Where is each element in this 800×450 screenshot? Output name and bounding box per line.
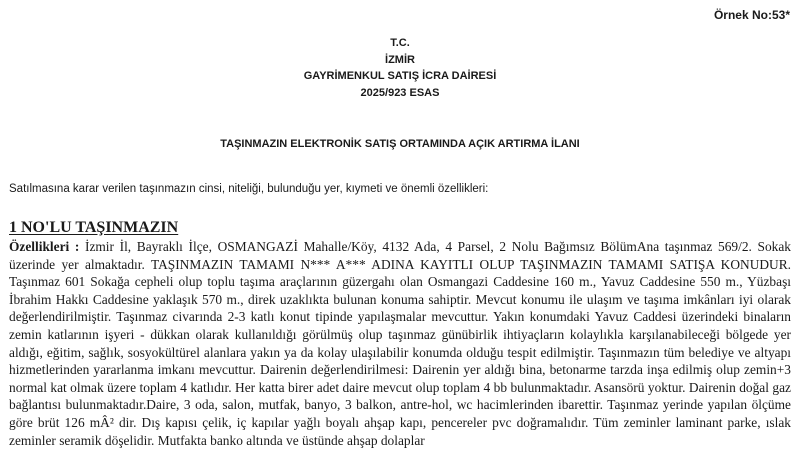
features-label: Özellikleri :: [9, 239, 80, 254]
sample-number: Örnek No:53*: [713, 8, 790, 22]
header-case-number: 2025/923 ESAS: [360, 86, 440, 99]
features-text: İzmir İl, Bayraklı İlçe, OSMANGAZİ Mahalle/Köy, 4132 Ada, 4 Parsel, 2 Nolu Bağımsız BölümAna taşınmaz 569/2. Sokak üzerinde yer almaktadır. TAŞINMAZIN TAMAMI N*** A*** ADINA KAYITLI OLUP TAŞINMAZIN TAMAMI SATIŞA KONUDUR. Taşınmaz 601 Sokağa cepheli olup toplu taşıma araçlarının güzergahı olan Osmangazi Caddesine 160 m., Yavuz Caddesine 550 m., Yüzbaşı İbrahim Hakkı Caddesine yaklaşık 570 m., direk uzaklıkta bulunan konuma sahiptir. Mevcut konumu ile ulaşım ve taşıma imkânları iyi olarak değerlendirilmiştir. Taşınmaz civarında 2-3 katlı konut tipinde yapılaşmalar mevcuttur. Yakın konumdaki Yavuz Caddesi üzerindeki binaların zemin katlarının işyeri - dükkan olarak kullanıldığı görülmüş olup taşınmaz günübirlik ihtiyaçların kolaylıkla karşılanabileceği bölgede yer aldığı, eğitim, sağlık, sosyokültürel alanlara yakın ya da kolay ulaşılabilir konumda olduğu tespit edilmiştir. Taşınmazın tüm belediye ve altyapı hizmetlerinden yararlanma imkanı mevcuttur. Dairenin değerlendirilmesi: Dairenin yer aldığı bina, betonarme tarzda inşa edilmiş olup zemin+3 normal kat olmak üzere toplam 4 katlıdır. Her katta birer adet daire mevcut olup toplam 4 bb bulunmaktadır. Asansörü yoktur. Dairenin doğal gaz bağlantısı bulunmaktadır.Daire, 3 oda, salon, mutfak, banyo, 3 balkon, antre-hol, wc hacimlerinden ibarettir. Taşınmaz yerinde yapılan ölçüme göre brüt 126 mÂ² dir. Dış kapısı çelik, iç kapılar yağlı boyalı ahşap kapı, pencereler pvc doğramalıdır. Tüm zeminler laminant parke, ıslak zeminler seramik döşelidir. Mutfakta banko altında ve üstünde ahşap dolaplar: [9, 239, 791, 448]
announcement-title: TAŞINMAZIN ELEKTRONİK SATIŞ ORTAMINDA AÇIK ARTIRMA İLANI: [220, 138, 580, 150]
intro-text: Satılmasına karar verilen taşınmazın cinsi, niteliği, bulunduğu yer, kıymeti ve önemli özellikleri:: [9, 183, 489, 195]
document-header: [0, 35, 800, 101]
header-office: GAYRİMENKUL SATIŞ İCRA DAİRESİ: [303, 70, 497, 82]
header-city: İZMİR: [385, 53, 415, 66]
header-country: T.C.: [390, 37, 410, 49]
property-features-paragraph: [9, 238, 791, 449]
property-section-title: 1 NO'LU TAŞINMAZIN: [9, 219, 179, 236]
